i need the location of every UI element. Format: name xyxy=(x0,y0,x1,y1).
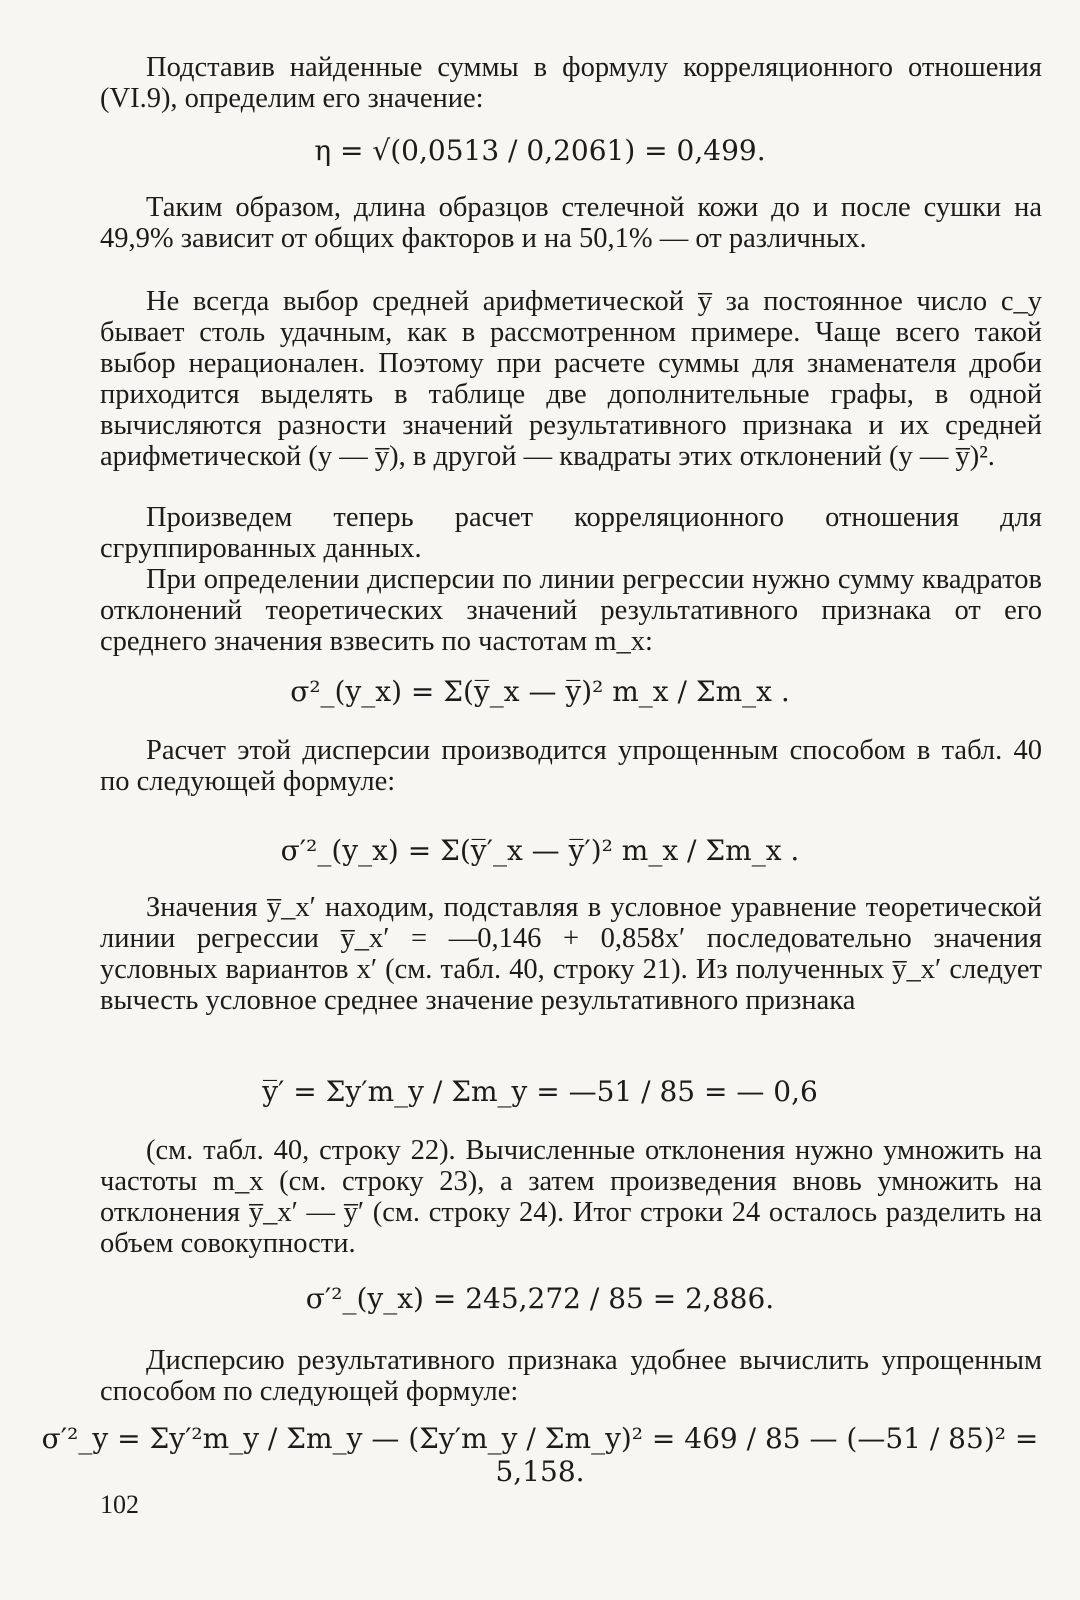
paragraph-text: (см. табл. 40, строку 22). Вычисленные отклонения нужно умножить на частоты m_x (см. строку 23), а затем произведения вновь умножить на отклонения y̅_x′ — y̅′ (см. строку 24). Итог строки 24 осталось разделить на объем совокупности. xyxy=(100,1135,1042,1259)
paragraph xyxy=(100,735,1042,797)
paragraph xyxy=(100,1345,1042,1407)
formula-text: σ′²_(y_x) = 245,272 / 85 = 2,886. xyxy=(305,1282,775,1315)
paragraph-text: При определении дисперсии по линии регрессии нужно сумму квадратов отклонений теоретических значений результативного признака от его среднего значения взвесить по частотам m_x: xyxy=(100,564,1042,657)
paragraph-text: Значения y̅_x′ находим, подставляя в условное уравнение теоретической линии регрессии y̅_x′ = —0,146 + 0,858x′ последовательно значения условных вариантов x′ (см. табл. 40, строку 21). Из полученных y̅_x′ следует вычесть условное среднее значение результативного признака xyxy=(100,892,1042,1016)
paragraph-text: Дисперсию результативного признака удобнее вычислить упрощенным способом по следующей формуле: xyxy=(100,1345,1042,1407)
formula xyxy=(0,1282,1080,1315)
paragraph xyxy=(100,892,1042,1016)
page-number: 102 xyxy=(100,1490,139,1519)
formula xyxy=(0,834,1080,867)
paragraph xyxy=(100,52,1042,114)
formula-text: η = √(0,0513 / 0,2061) = 0,499. xyxy=(314,134,766,167)
paragraph xyxy=(100,1135,1042,1259)
formula xyxy=(0,134,1080,167)
paragraph-text: Таким образом, длина образцов стелечной кожи до и после сушки на 49,9% зависит от общих факторов и на 50,1% — от различных. xyxy=(100,192,1042,254)
paragraph xyxy=(100,564,1042,657)
formula-text: σ′²_(y_x) = Σ(y̅′_x — y̅′)² m_x / Σm_x . xyxy=(280,834,800,867)
formula xyxy=(0,1075,1080,1108)
formula-text: σ′²_y = Σy′²m_y / Σm_y — (Σy′m_y / Σm_y)² = 469 / 85 — (—51 / 85)² = 5,158. xyxy=(41,1422,1039,1488)
paragraph xyxy=(100,192,1042,254)
paragraph xyxy=(100,502,1042,564)
paragraph-text: Подставив найденные суммы в формулу корреляционного отношения (VI.9), определим его значение: xyxy=(100,52,1042,114)
paragraph xyxy=(100,286,1042,472)
paragraph-text: Расчет этой дисперсии производится упрощенным способом в табл. 40 по следующей формуле: xyxy=(100,735,1042,797)
formula-text: y̅′ = Σy′m_y / Σm_y = —51 / 85 = — 0,6 xyxy=(262,1075,818,1108)
formula xyxy=(0,1422,1080,1488)
paragraph-text: Не всегда выбор средней арифметической y̅ за постоянное число c_y бывает столь удачным, как в рассмотренном примере. Чаще всего такой выбор нерационален. Поэтому при расчете суммы для знаменателя дроби приходится выделять в таблице две дополнительные графы, в одной вычисляются разности значений результативного признака и их средней арифметической (y — y̅), в другой — квадраты этих отклонений (y — y̅)². xyxy=(100,286,1042,472)
formula xyxy=(0,675,1080,708)
formula-text: σ²_(y_x) = Σ(y̅_x — y̅)² m_x / Σm_x . xyxy=(290,675,790,708)
paragraph-text: Произведем теперь расчет корреляционного отношения для сгруппированных данных. xyxy=(100,502,1042,564)
